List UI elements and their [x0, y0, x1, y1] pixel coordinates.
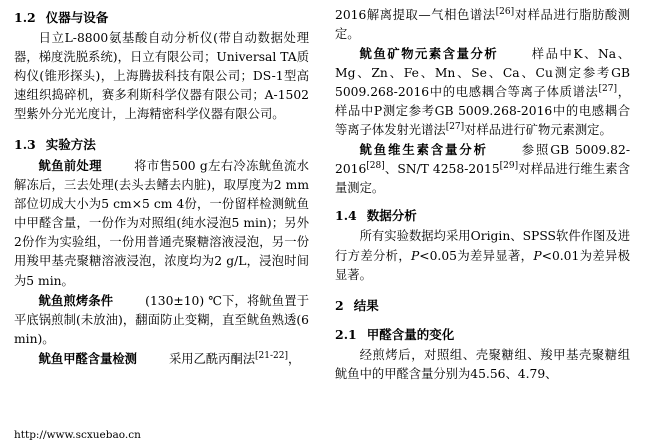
section-number: 1.4: [335, 208, 357, 224]
section-title: 数据分析: [366, 208, 417, 224]
section-heading-2-1: [335, 325, 630, 343]
run-in-text: 参照GB 5009.82-2016[28]、SN/T 4258-2015[29]对样品进行维生素含量测定。: [335, 143, 630, 196]
analysis-text-b: <0.05为差异显著，: [419, 248, 534, 263]
two-column-layout: [14, 6, 636, 414]
section-title: 实验方法: [45, 137, 96, 153]
run-in-heading: 鱿鱼矿物元素含量分析: [359, 46, 499, 62]
run-in-paragraph-grilling: [14, 291, 309, 349]
analysis-text-a: 所有实验数据均采用Origin、SPSS软件作图及进行方差分析，: [335, 229, 630, 263]
section-heading-1-4: [335, 206, 630, 224]
section-number: 1.3: [14, 137, 36, 153]
p-symbol-1: P: [411, 248, 420, 263]
paragraph-equipment: 日立L-8800氨基酸自动分析仪(带自动数据处理器，梯度洗脱系统)，日立有限公司；Universal TA质构仪(锥形探头)，上海腾拔科技有限公司；DS-1型高速组织捣碎机，赛多利斯科学仪器有限公司；A-1502型紫外分光光度计，上海精密科学仪器有限公司。: [14, 31, 309, 122]
section-title: 结果: [353, 297, 379, 313]
run-in-heading: 鱿鱼维生素含量分析: [359, 142, 488, 158]
section-number: 2.1: [335, 326, 357, 342]
section-heading-2: [335, 296, 630, 314]
run-in-paragraph-vitamins: [335, 140, 630, 198]
run-in-heading: 鱿鱼甲醛含量检测: [38, 350, 137, 366]
footer-url[interactable]: http://www.scxuebao.cn: [14, 429, 141, 441]
run-in-paragraph-pretreatment: [14, 156, 309, 290]
run-in-text: (130±10) ℃下，将鱿鱼置于平底锅煎制(未放油)，翻面防止变糊，直至鱿鱼熟透(6 min)。: [14, 293, 309, 346]
run-in-text: 样品中K、Na、Mg、Zn、Fe、Mn、Se、Ca、Cu测定参考GB 5009.268-2016中的电感耦合等离子体质谱法[27]，样品中P测定参考GB 5009.268-2016中的电感耦合等离子体发射光谱法[27]对样品进行矿物元素测定。: [335, 47, 630, 138]
section-title: 甲醛含量的变化: [366, 326, 455, 342]
section-heading-1-3: [14, 135, 309, 153]
p-symbol-2: P: [533, 248, 542, 263]
section-title: 仪器与设备: [45, 10, 109, 25]
run-in-text: 采用乙酰丙酮法[21-22]，: [168, 350, 301, 366]
section-heading-1-2: [14, 8, 309, 26]
run-in-heading: 鱿鱼前处理: [38, 158, 102, 174]
run-in-paragraph-minerals: [335, 44, 630, 140]
paragraph-formaldehyde-results: 经煎烤后，对照组、壳聚糖组、羧甲基壳聚糖组鱿鱼中的甲醛含量分别为45.56、4.79、: [335, 347, 630, 381]
paragraph-data-analysis: [335, 227, 630, 284]
right-column: [335, 6, 630, 414]
left-column: [14, 6, 309, 414]
run-in-heading: 鱿鱼煎烤条件: [38, 292, 114, 308]
run-in-paragraph-formaldehyde: [14, 349, 309, 369]
section-number: 2: [335, 297, 344, 313]
section-number: 1.2: [14, 10, 36, 25]
analysis-text-c: <0.01为差异极显著。: [335, 248, 630, 282]
paragraph-continuation-fatty-acid: 2016解离提取—气相色谱法[26]对样品进行脂肪酸测定。: [335, 6, 630, 42]
run-in-text: 将市售500 g左右冷冻鱿鱼流水解冻后，三去处理(去头去鳍去内脏)，取厚度为2 mm部位切成大小为5 cm×5 cm 4份，一份留样检测鱿鱼中甲醛含量，一份作为对照组(纯水浸泡5 min)；另外2份作为实验组，一份用普通壳聚糖溶液浸泡，另一份用羧甲基壳聚糖溶液浸泡，浓度均为2 g/L，浸泡时间为5 min。: [14, 159, 309, 288]
